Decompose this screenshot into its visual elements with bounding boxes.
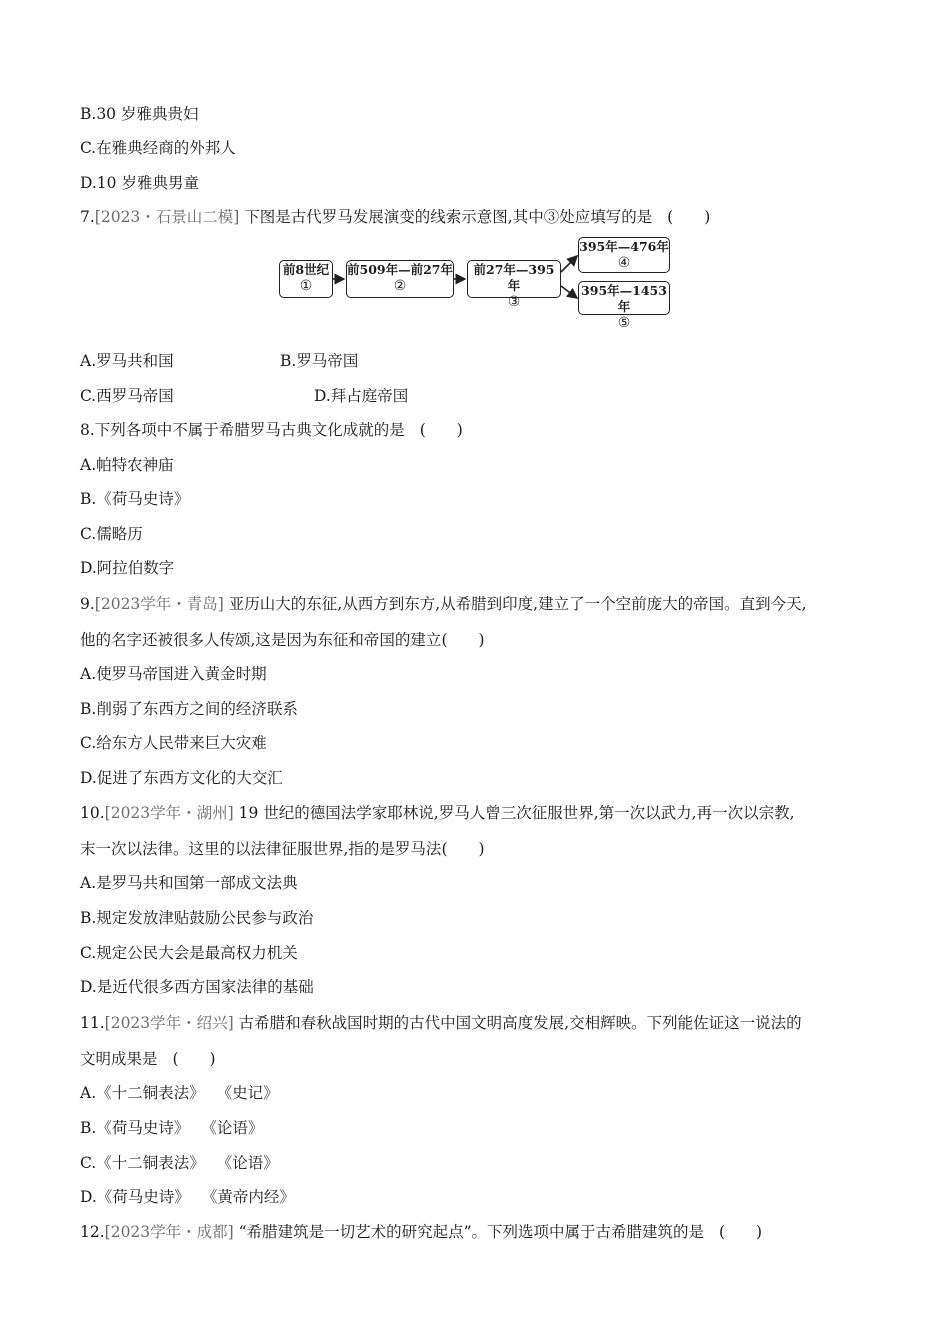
q6-option-c: C.在雅典经商的外邦人 xyxy=(80,139,236,157)
q9-stem-line2 xyxy=(80,630,485,650)
q11-option-b xyxy=(80,1118,263,1138)
q6-option-d: D.10 岁雅典男童 xyxy=(80,174,199,192)
q9-text-1: 亚历山大的东征,从西方到东方,从希腊到印度,建立了一个空前庞大的帝国。直到今天, xyxy=(228,595,807,613)
q12-text: “希腊建筑是一切艺术的研究起点”。下列选项中属于古希腊建筑的是 xyxy=(238,1223,704,1241)
q9-source: [2023学年・青岛] xyxy=(94,595,224,613)
diagram-box-1 xyxy=(279,260,333,298)
q11-option-b-first: B.《荷马史诗》 xyxy=(80,1119,190,1137)
q10-option-a: A.是罗马共和国第一部成文法典 xyxy=(80,874,298,892)
q10-answer-paren: ( ) xyxy=(441,840,485,858)
q9-text-2: 他的名字还被很多人传颂,这是因为东征和帝国的建立 xyxy=(80,631,442,649)
q9-number: 9. xyxy=(80,595,95,613)
q11-option-a-second: 《史记》 xyxy=(216,1084,279,1102)
q11-stem-line2 xyxy=(80,1049,216,1069)
q10-text-1: 19 世纪的德国法学家耶林说,罗马人曾三次征服世界,第一次以武力,再一次以宗教, xyxy=(238,804,795,822)
q10-text-2: 末一次以法律。这里的以法律征服世界,指的是罗马法 xyxy=(80,840,442,858)
q10-option-c: C.规定公民大会是最高权力机关 xyxy=(80,944,298,962)
box-1-number: ① xyxy=(299,278,313,294)
box-5-time: 395年—1453年 xyxy=(581,283,667,314)
box-3-number: ③ xyxy=(507,294,521,310)
q11-number: 11. xyxy=(80,1014,105,1032)
diagram-box-5 xyxy=(578,281,670,331)
q9-option-b: B.削弱了东西方之间的经济联系 xyxy=(80,700,298,718)
q10-option-d: D.是近代很多西方国家法律的基础 xyxy=(80,978,314,996)
q11-source: [2023学年・绍兴] xyxy=(104,1014,234,1032)
q7-source: [2023・石景山二模] xyxy=(94,208,240,226)
q8-option-d: D.阿拉伯数字 xyxy=(80,559,175,577)
q7-option-a: A.罗马共和国 xyxy=(80,352,174,370)
q7-text: 下图是古代罗马发展演变的线索示意图,其中③处应填写的是 xyxy=(244,208,653,226)
q11-stem-line1 xyxy=(80,1013,802,1033)
q8-answer-paren: ( ) xyxy=(419,421,463,439)
q8-text: 8.下列各项中不属于希腊罗马古典文化成就的是 xyxy=(80,421,405,439)
q10-stem-line1 xyxy=(80,803,795,823)
q11-text-1: 古希腊和春秋战国时期的古代中国文明高度发展,交相辉映。下列能佐证这一说法的 xyxy=(238,1014,802,1032)
q8-option-a: A.帕特农神庙 xyxy=(80,456,174,474)
q6-option-b: B.30 岁雅典贵妇 xyxy=(80,105,199,123)
q12-stem xyxy=(80,1222,762,1242)
q9-answer-paren: ( ) xyxy=(441,631,485,649)
q12-answer-paren: ( ) xyxy=(718,1223,763,1241)
diagram-box-2 xyxy=(346,260,454,298)
q11-answer-paren: ( ) xyxy=(172,1050,216,1068)
q11-option-d-first: D.《荷马史诗》 xyxy=(80,1188,190,1206)
box-4-time: 395年—476年 xyxy=(579,239,669,254)
diagram-box-3 xyxy=(467,260,561,310)
diagram-box-4 xyxy=(578,237,670,273)
box-1-time: 前8世纪 xyxy=(282,262,330,277)
q10-stem-line2 xyxy=(80,839,485,859)
q9-option-c: C.给东方人民带来巨大灾难 xyxy=(80,734,267,752)
box-2-number: ② xyxy=(393,278,407,294)
q9-option-d: D.促进了东西方文化的大交汇 xyxy=(80,769,283,787)
q11-option-b-second: 《论语》 xyxy=(201,1119,264,1137)
q10-option-b: B.规定发放津贴鼓励公民参与政治 xyxy=(80,909,314,927)
q11-option-a xyxy=(80,1083,279,1103)
q11-option-c-first: C.《十二铜表法》 xyxy=(80,1154,205,1172)
q7-option-b: B.罗马帝国 xyxy=(280,352,359,370)
q8-option-c: C.儒略历 xyxy=(80,525,143,543)
q10-number: 10. xyxy=(80,804,105,822)
q7-option-d: D.拜占庭帝国 xyxy=(314,387,409,405)
box-4-number: ④ xyxy=(617,255,631,271)
q8-option-b: B.《荷马史诗》 xyxy=(80,490,190,508)
q11-option-c-second: 《论语》 xyxy=(216,1154,279,1172)
q12-number: 12. xyxy=(80,1223,105,1241)
q9-stem-line1 xyxy=(80,594,807,614)
q7-option-c: C.西罗马帝国 xyxy=(80,387,174,405)
q7-number: 7. xyxy=(80,208,95,226)
q11-option-c xyxy=(80,1153,279,1173)
q11-option-d xyxy=(80,1187,295,1207)
box-2-time: 前509年—前27年 xyxy=(347,262,453,277)
q8-stem xyxy=(80,420,463,440)
box-3-time: 前27年—395年 xyxy=(473,262,555,293)
q9-option-a: A.使罗马帝国进入黄金时期 xyxy=(80,665,267,683)
q10-source: [2023学年・湖州] xyxy=(104,804,234,822)
q11-text-2: 文明成果是 xyxy=(80,1050,158,1068)
q12-source: [2023学年・成都] xyxy=(104,1223,234,1241)
q11-option-a-first: A.《十二铜表法》 xyxy=(80,1084,205,1102)
q11-option-d-second: 《黄帝内经》 xyxy=(201,1188,295,1206)
box-5-number: ⑤ xyxy=(617,315,631,331)
q7-answer-paren: ( ) xyxy=(667,208,711,226)
